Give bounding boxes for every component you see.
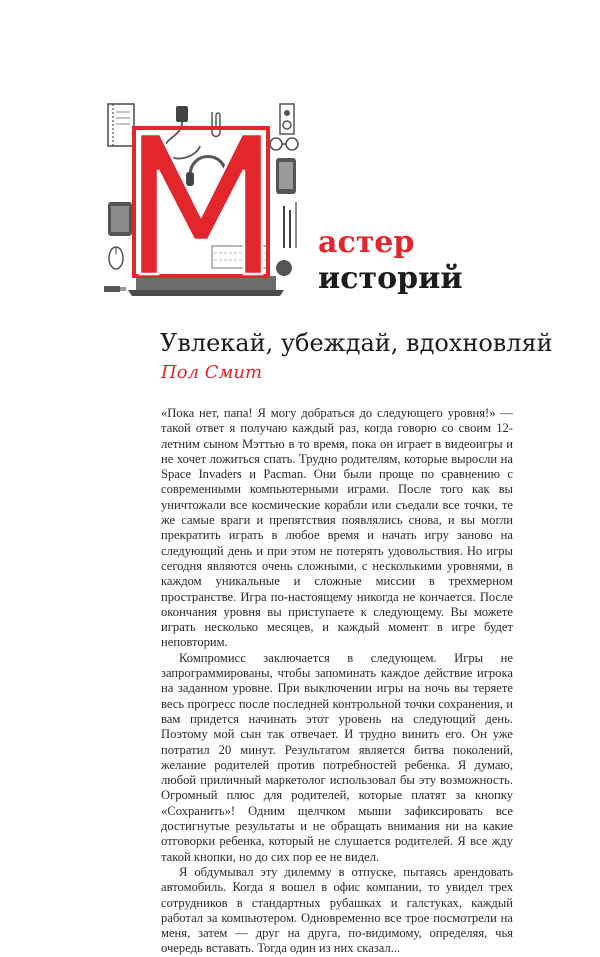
charger-icon — [165, 106, 200, 159]
clip-icon — [212, 112, 220, 137]
notebook-icon — [108, 104, 134, 146]
subtitle: Увлекай, убеждай, вдохновляй — [160, 329, 553, 357]
mouse-icon — [109, 247, 123, 269]
phone-icon — [276, 158, 296, 194]
paragraph: Компромисс заключается в следующем. Игры не запрограммированы, чтобы запоминать каждое действие игрока на заданном уровне. При выключении игры на ночь вы теряете весь прогресс после последней контрольной точки сохранения, и вам придется начинать этот уровень на следующий день. Поэтому мой сын так отвечает. И трудно винить его. Он уже потратил 20 минут. Результатом является битва поколений, желание родителей против потребностей ребенка. Я думаю, любой приличный маркетолог использовал бы эту возможность. Огромный плюс для родителей, которые платят за кнопку «Сохранить»! Одним щелчком мыши зафиксировать все достигнутые результаты и не обращать внимания ни на какие отговорки ребенка, который не слушается родителей. Я все жду такой кнопки, но до сих пор ее не видел. — [161, 650, 513, 864]
cover-illustration — [100, 98, 300, 298]
glasses-icon — [270, 138, 298, 150]
pen-icon — [284, 202, 296, 248]
body-text — [161, 406, 513, 957]
laptop-icon — [128, 276, 284, 296]
author: Пол Смит — [161, 362, 263, 383]
title-line-1: астер — [318, 225, 415, 260]
paragraph: Я обдумывал эту дилемму в отпуске, пытаясь арендовать автомобиль. Когда я вошел в офис компании, то увидел трех сотрудников в стандартных рубашках и галстуках, каждый работал за компьютером. Одновременно все трое посмотрели на меня, затем — друг на друга, по-видимому, определяя, чья очередь вставать. Тогда один из них сказал... — [161, 864, 513, 956]
speaker-icon — [280, 104, 294, 134]
logo-m — [134, 128, 268, 276]
title-line-2: историй — [318, 261, 463, 296]
tablet-icon — [108, 202, 132, 236]
usb-icon — [104, 286, 126, 292]
paragraph: «Пока нет, папа! Я могу добраться до следующего уровня!» — такой ответ я получаю каждый раз, когда говорю со своим 12-летним сыном Мэттью в то время, пока он играет в видеоигры и не хочет ложиться спать. Трудно родителям, которые выросли на Space Invaders и Pacman. Они были проще по сравнению с современными компьютерными играми. После того как вы уничтожали все космические корабли или съедали все точки, те же самые враги и препятствия появлялись снова, и вы могли прекратить играть в любое время и начать игру заново на следующий день и при этом не потерять удовольствия. Но игры сегодня являются очень сложными, с несколькими уровнями, в каждом уникальные и сложные миссии в трехмерном пространстве. Игра по-настоящему никогда не кончается. После окончания уровня вы приступаете к следующему. Вы можете играть несколько месяцев, и каждый момент в игре будет неповторим. — [161, 406, 513, 650]
